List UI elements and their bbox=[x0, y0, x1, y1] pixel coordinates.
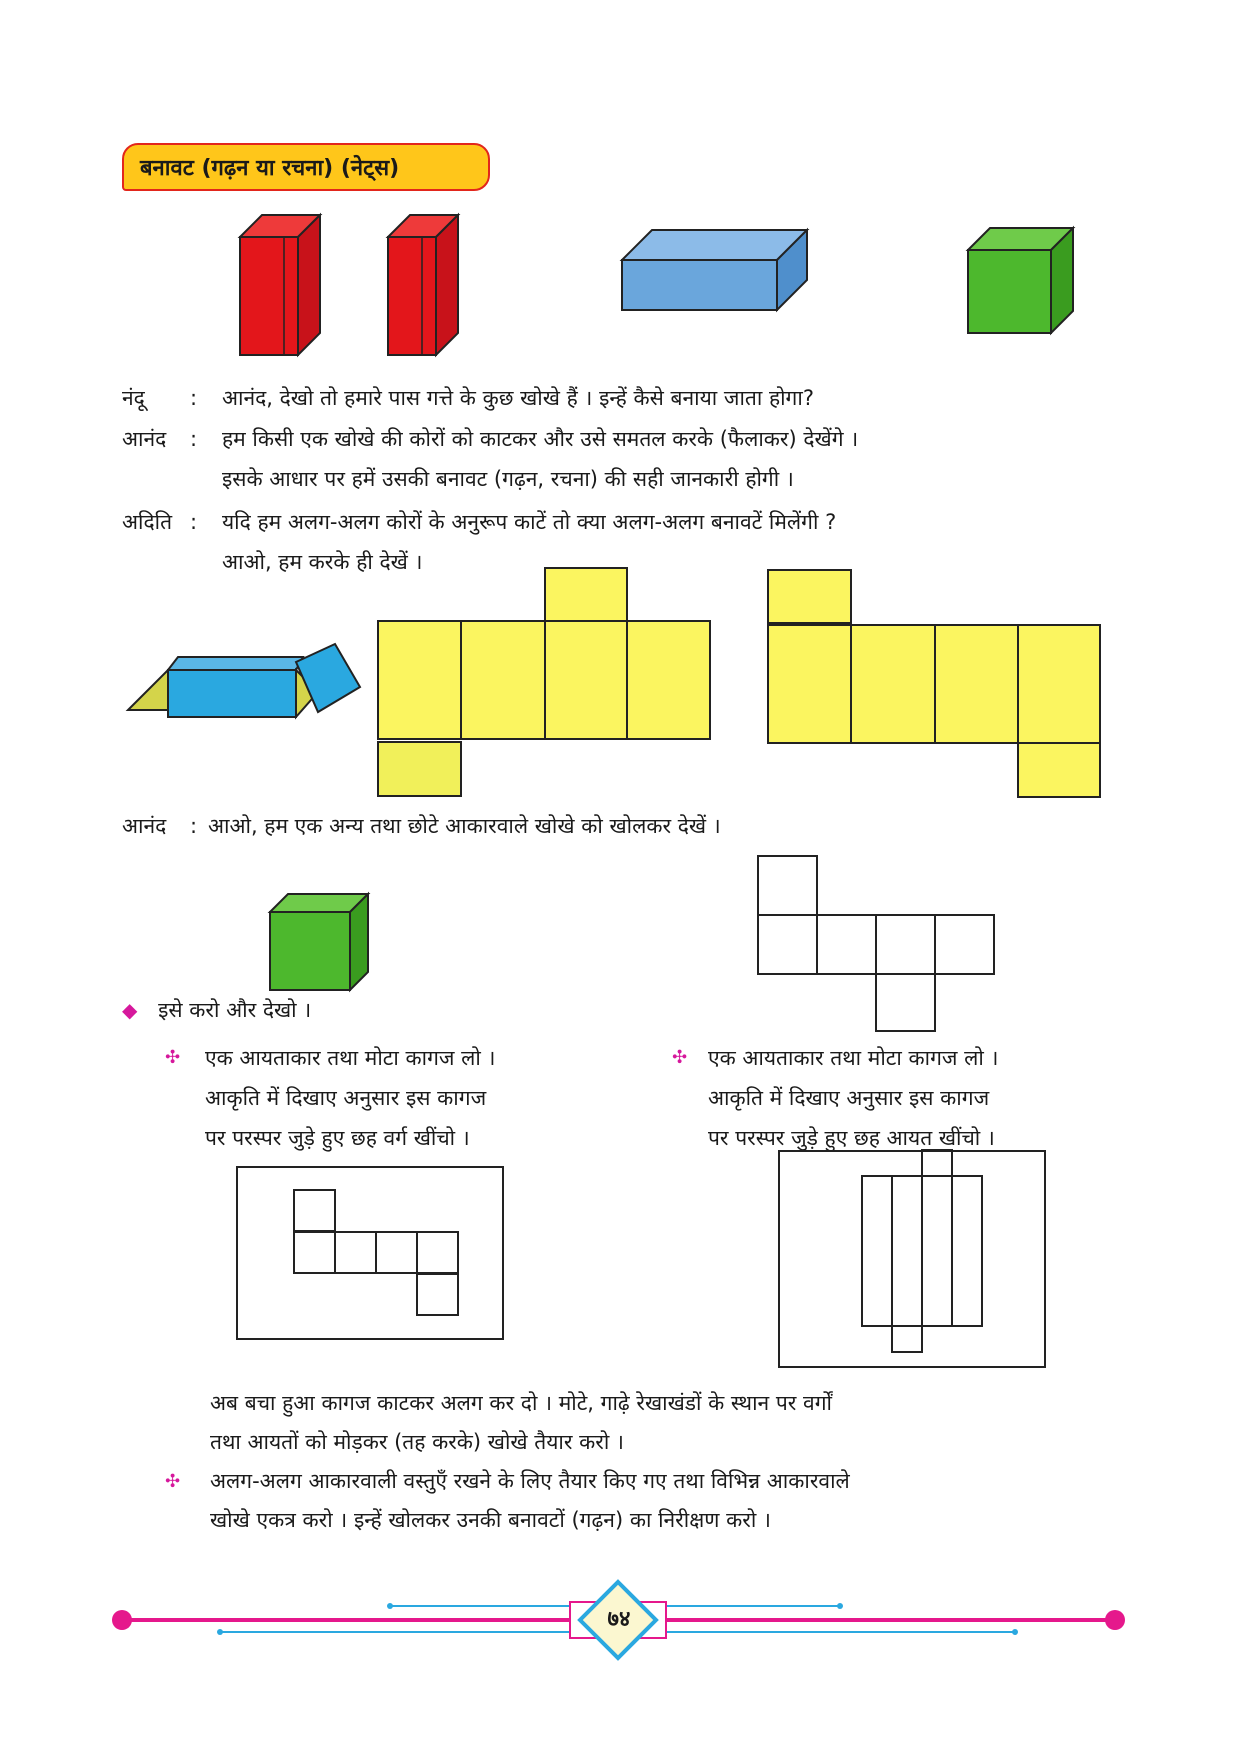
left-instruction bbox=[165, 1038, 625, 1158]
dialogue-line-anand-1 bbox=[122, 425, 1122, 495]
instruction-line: एक आयताकार तथा मोटा कागज लो । bbox=[708, 1046, 999, 1070]
instruction-line: पर परस्पर जुड़े हुए छह वर्ग खींचो । bbox=[205, 1126, 470, 1150]
colon: : bbox=[190, 427, 198, 451]
dialogue-text: इसके आधार पर हमें उसकी बनावट (गढ़न, रचना) की सही जानकारी होगी । bbox=[222, 467, 794, 491]
dialogue-text: आओ, हम करके ही देखें । bbox=[222, 550, 423, 574]
dialogue-line-nandu bbox=[122, 384, 1122, 412]
activity-heading-row bbox=[122, 996, 311, 1024]
speaker-label: अदिति bbox=[122, 510, 173, 534]
colon: : bbox=[190, 814, 198, 838]
diamond-bullet-icon: ◆ bbox=[122, 998, 138, 1022]
dialogue-text: आनंद, देखो तो हमारे पास गत्ते के कुछ खोखे हैं । इन्हें कैसे बनाया जाता होगा? bbox=[222, 386, 814, 410]
colon: : bbox=[190, 510, 198, 534]
instruction-line: आकृति में दिखाए अनुसार इस कागज bbox=[205, 1086, 487, 1110]
right-instruction bbox=[672, 1038, 1132, 1158]
blue-box bbox=[622, 230, 812, 320]
paragraph-line: तथा आयतों को मोड़कर (तह करके) खोखे तैयार करो । bbox=[210, 1430, 624, 1454]
section-title-box bbox=[122, 143, 490, 191]
instruction-line: अलग-अलग आकारवाली वस्तुएँ रखने के लिए तैयार किए गए तथा विभिन्न आकारवाले bbox=[210, 1469, 850, 1493]
instruction-line: खोखे एकत्र करो । इन्हें खोलकर उनकी बनावटों (गढ़न) का निरीक्षण करो । bbox=[210, 1508, 771, 1532]
green-cube bbox=[968, 228, 1078, 338]
colon: : bbox=[190, 386, 198, 410]
instruction-line: पर परस्पर जुड़े हुए छह आयत खींचो । bbox=[708, 1126, 995, 1150]
paragraph-line: अब बचा हुआ कागज काटकर अलग कर दो । मोटे, गाढ़े रेखाखंडों के स्थान पर वर्गों bbox=[210, 1391, 832, 1415]
activity-heading: इसे करो और देखो । bbox=[158, 998, 312, 1022]
dialogue-text: हम किसी एक खोखे की कोरों को काटकर और उसे समतल करके (फैलाकर) देखेंगे । bbox=[222, 427, 859, 451]
paper-rectangle-net bbox=[778, 1150, 1048, 1370]
dialogue-text: आओ, हम एक अन्य तथा छोटे आकारवाले खोखे को खोलकर देखें । bbox=[208, 814, 721, 838]
red-box-1 bbox=[240, 215, 330, 360]
speaker-label: आनंद bbox=[122, 814, 167, 838]
section-title: बनावट (गढ़न या रचना) (नेट्स) bbox=[140, 156, 400, 181]
page-number: ७४ bbox=[607, 1607, 631, 1632]
folding-paragraph bbox=[210, 1384, 1130, 1462]
paper-square-net bbox=[236, 1166, 506, 1342]
opened-blue-box bbox=[128, 632, 368, 732]
dialogue-line-anand-2 bbox=[122, 812, 1122, 840]
instruction-line: आकृति में दिखाए अनुसार इस कागज bbox=[708, 1086, 990, 1110]
yellow-net-1 bbox=[378, 568, 713, 800]
flower-bullet-icon: ✣ bbox=[672, 1047, 688, 1068]
small-green-cube bbox=[270, 894, 370, 994]
cube-net-outline bbox=[758, 856, 998, 1036]
instruction-line: एक आयताकार तथा मोटा कागज लो । bbox=[205, 1046, 496, 1070]
speaker-label: नंदू bbox=[122, 386, 145, 410]
flower-bullet-icon: ✣ bbox=[165, 1471, 181, 1492]
speaker-label: आनंद bbox=[122, 427, 167, 451]
collect-boxes-instruction bbox=[165, 1462, 1135, 1540]
flower-bullet-icon: ✣ bbox=[165, 1047, 181, 1068]
yellow-net-2 bbox=[768, 570, 1103, 800]
red-box-2 bbox=[388, 215, 468, 360]
dialogue-text: यदि हम अलग-अलग कोरों के अनुरूप काटें तो क्या अलग-अलग बनावटें मिलेंगी ? bbox=[222, 510, 837, 534]
